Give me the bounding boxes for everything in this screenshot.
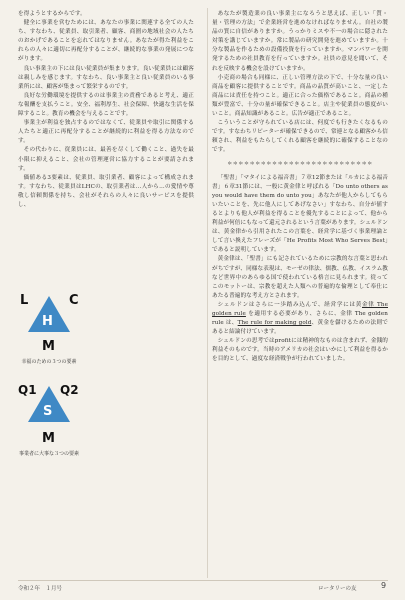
footer-rule	[18, 580, 388, 581]
letter-c: C	[69, 293, 79, 308]
letter-l: L	[20, 293, 29, 308]
star-separator: ＊＊＊＊＊＊＊＊＊＊＊＊＊＊＊＊＊＊＊＊＊＊＊＊＊＊	[227, 160, 373, 167]
issue-label: 令和２年 １月号	[18, 586, 63, 592]
letter-m: M	[42, 339, 55, 354]
column-divider	[207, 8, 208, 578]
letter-q1: Q1	[18, 383, 37, 397]
paragraph: シェルドンはさらに一歩踏み込んで、経営学には黄金律 The golden rule を適用する必要があり、さらに、金律 The golden rule は、The rule for making gold、黄金を儲けるための法則であると結論付けています。	[212, 301, 388, 336]
paragraph: 「聖書」「マタイによる福音書」７章12節または「ルカによる福音書」６章31節には、一般に黄金律と呼ばれる「Do unto others as you would have them do unto you」あなたが他人からしてもらいたいことを、先に他人にしてあげなさい」すなわち、自分が値するとよりも他人が利益を得ることを優先することによって、他から利益が何倍にもなって還元されるという言葉があります。シェルドンは、黄金律から引用されたこの言葉を、経営学に基づく事業理論として言い換えたフレーズが「He Profits Most Who Serves Best」であると説明しています。	[212, 174, 388, 254]
figure-q1q2sm	[18, 378, 80, 458]
paragraph: こういうことが守られている店には、何度でも行きたくなるものです。すなわちリピーターが確保できるので、常連となる顧客から信頼され、利益をもたらしてくれる顧客を継続的に確保することなのです。	[212, 120, 388, 154]
letter-m2: M	[42, 431, 55, 446]
left-column	[18, 10, 194, 210]
paragraph: 事業主が利益を独占するのではなくて、従業員や取引に関係する人たちと適正に再配分することが継続的に利益を得る方法なのです。	[18, 120, 194, 145]
letter-h: H	[42, 314, 53, 329]
paragraph: 良い事業主の下には良い従業員が集まります。良い従業員には顧客は親しみを感じます。すなわち、良い事業主と良い従業員のいる事業所には、顧客が集まって繁栄するのです。	[18, 65, 194, 90]
paragraph: 小売商の場合も同様に、正しい管理方法の下で、十分な量の良い商品を顧客に提供することです。商品の品質が高いこと、一定した商品には責任を持つこと。適正に合った価格であること。商品の種類が豊富で、十分の量が確保できること。店主や従業員の態度がいいこと。商品知識があること。広告が適正であること。	[212, 74, 388, 118]
page-number: 9	[381, 581, 387, 590]
letter-s: S	[43, 404, 53, 419]
magazine-name: ロータリーの友	[318, 586, 357, 592]
q1q2sm-diagram	[18, 378, 80, 450]
figure-caption: 幸福のための３つの要素	[21, 359, 77, 365]
lhcm-diagram	[18, 288, 80, 358]
figure-caption: 事業者に大事な３つの要素	[18, 451, 79, 457]
paragraph: 健全に事業を営むためには、あなたの事業に関連する全ての人たち、すなわち、従業員、取引業者、顧客、商圏の地域社会の人たちのおかげであることを忘れてはなりません。あなたが得た利益をこれらの人々に適切に再配分することが、継続的な事業の発展につながります。	[18, 20, 194, 63]
paragraph: 良好な労働環境を提供するのは事業主の責務であると考え、適正な報酬を支払うこと。安全、福利厚生、社会保障、快適な生活を保障すること。教育の機会を与えることです。	[18, 92, 194, 118]
page-footer	[0, 580, 405, 600]
paragraph: あなたが製造業の良い事業主になろうと思えば、正しい「質・量・管理の方法」で企業経営を進めなければなりません。自社の製品の質に自信がありますか。うっかりミスや不一の場合に隠された対策を講じていますか。常に製品の研究開発を進めていますか。十分な製品を作るための設備投資を行っていますか。マンパワーを開発するための社員教育を行っていますか。社員の意見を聞いて、それを反映する機会を設けていますか。	[212, 11, 388, 72]
paragraph: 価値ある3要素は、従業員、取引業者、顧客によって構成されます。すなわち、従業員はLHCの、取引業者は…人から…の愛情や尊敬し信頼関係を持ち、会社がそれらの人々に良いサービスを提供し、	[18, 174, 194, 208]
figure-lhcm	[18, 288, 80, 366]
paragraph: シェルドンの思考ではprofitには精神的なものは含まれず、金銭的利益そのものです。当時のアメリカの社会はいかにして利益を得るかを目的として、過度な経済戦争が行われていました。	[212, 338, 388, 363]
letter-q2: Q2	[60, 383, 79, 397]
paragraph: を得ようとするからです。	[18, 11, 86, 17]
paragraph: 黄金律は、「聖書」にも記されているために宗教的な言葉と思われがちですが、同様な表現は、モーゼの律法、儒教、仏教、イスラム教など世界中のあらゆる国で使われている格言に見られます。従ってこのモットーは、宗教を超えた人類への普遍的な倫理として奉仕にあたる普遍的な考え方とされます。	[212, 256, 389, 299]
paragraph: その代わりに、従業員には、最善を尽くして働くこと、過失を最小限に抑えること、会社の管理運営に協力することが要請されます。	[18, 147, 194, 172]
right-column	[212, 10, 388, 365]
